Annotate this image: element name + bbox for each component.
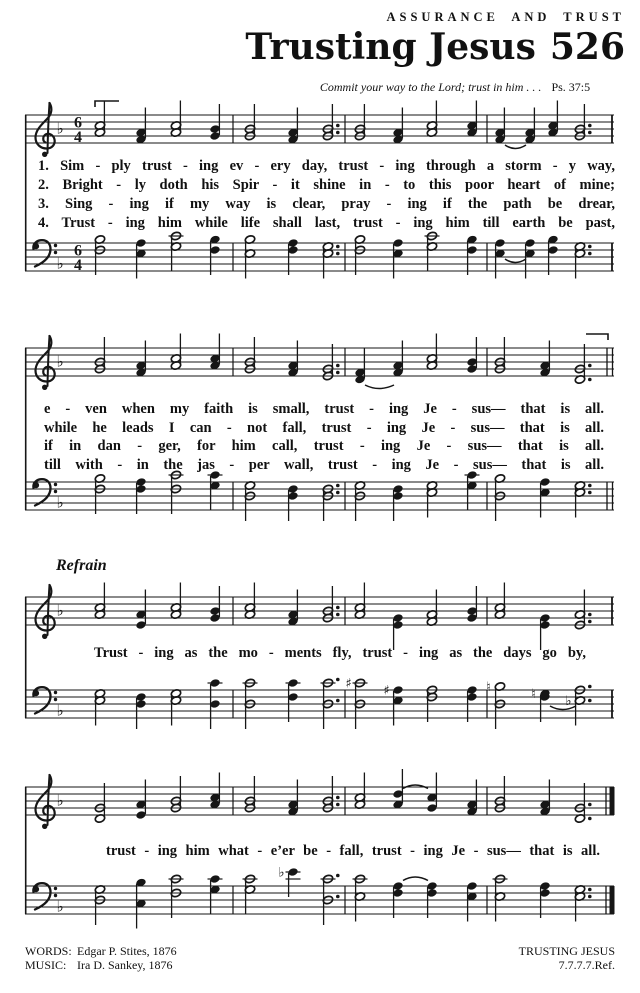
verse-4-line: 4. Trust - ing him while life shall last, trust - ing him till earth be past,	[38, 215, 615, 231]
hymn-title: Trusting Jesus	[245, 26, 536, 68]
music-credit	[25, 958, 177, 972]
svg-text:6: 6	[74, 242, 82, 260]
verse-3-continuation: if in dan - ger, for him call, trust - ing Je - sus— that is all.	[44, 438, 604, 454]
words-value: Edgar P. Stites, 1876	[77, 944, 177, 958]
music-label: MUSIC:	[25, 958, 67, 972]
svg-text:6: 6	[74, 114, 82, 132]
tune-info-block	[519, 944, 615, 972]
svg-text:♭: ♭	[56, 254, 64, 273]
svg-text:♯: ♯	[383, 683, 390, 699]
scripture-epigraph	[283, 80, 627, 95]
verse-1-line: 1. Sim - ply trust - ing ev - ery day, trust - ing through a storm - y way,	[38, 158, 615, 174]
words-label: WORDS:	[25, 944, 72, 958]
svg-text:♭: ♭	[56, 701, 64, 720]
credits-block	[25, 944, 177, 972]
tune-name: TRUSTING JESUS	[518, 944, 615, 958]
svg-text:♭: ♭	[56, 119, 64, 138]
svg-text:♭: ♭	[56, 493, 64, 512]
verse-1-continuation: e - ven when my faith is small, trust - ing Je - sus— that is all.	[44, 401, 604, 417]
svg-text:♭: ♭	[56, 601, 64, 620]
epigraph-text: Commit your way to the Lord; trust in him . . .	[319, 80, 542, 94]
words-credit	[25, 944, 177, 958]
music-value: Ira D. Sankey, 1876	[77, 958, 173, 972]
svg-text:♯: ♯	[345, 676, 352, 692]
verse-2-line: 2. Bright - ly doth his Spir - it shine in - to this poor heart of mine;	[38, 177, 615, 193]
refrain-lyric-text-2: trust - ing him what - e’er be - fall, trust - ing Je - sus— that is all.	[106, 843, 600, 859]
svg-text:♮: ♮	[531, 687, 536, 702]
tune-meter: 7.7.7.7.Ref.	[558, 958, 615, 972]
hymn-title-block	[245, 28, 625, 68]
epigraph-reference: Ps. 37:5	[551, 80, 591, 94]
svg-text:♭: ♭	[565, 694, 572, 709]
svg-text:♭: ♭	[56, 791, 64, 810]
refrain-line-1-lyrics	[94, 644, 586, 663]
hymn-number: 526	[549, 26, 625, 68]
svg-text:♭: ♭	[56, 352, 64, 371]
verse-lines-bottom	[44, 400, 604, 474]
svg-text:4: 4	[74, 257, 82, 274]
svg-text:4: 4	[74, 129, 82, 146]
section-category: ASSURANCE AND TRUST	[386, 10, 625, 24]
refrain-line-2-lyrics	[106, 842, 600, 861]
verse-lines-top	[38, 157, 615, 233]
refrain-label: Refrain	[56, 557, 107, 574]
verse-4-continuation: till with - in the jas - per wall, trust - ing Je - sus— that is all.	[44, 456, 604, 473]
verse-3-line: 3. Sing - ing if my way is clear, pray - ing if the path be drear,	[38, 196, 615, 212]
refrain-lyric-text-1: Trust - ing as the mo - ments fly, trust - ing as the days go by,	[94, 645, 586, 661]
svg-text:♭: ♭	[278, 865, 285, 881]
svg-text:♮: ♮	[486, 680, 491, 695]
svg-text:♭: ♭	[56, 897, 64, 916]
verse-2-continuation: while he leads I can - not fall, trust - ing Je - sus— that is all.	[44, 419, 604, 436]
